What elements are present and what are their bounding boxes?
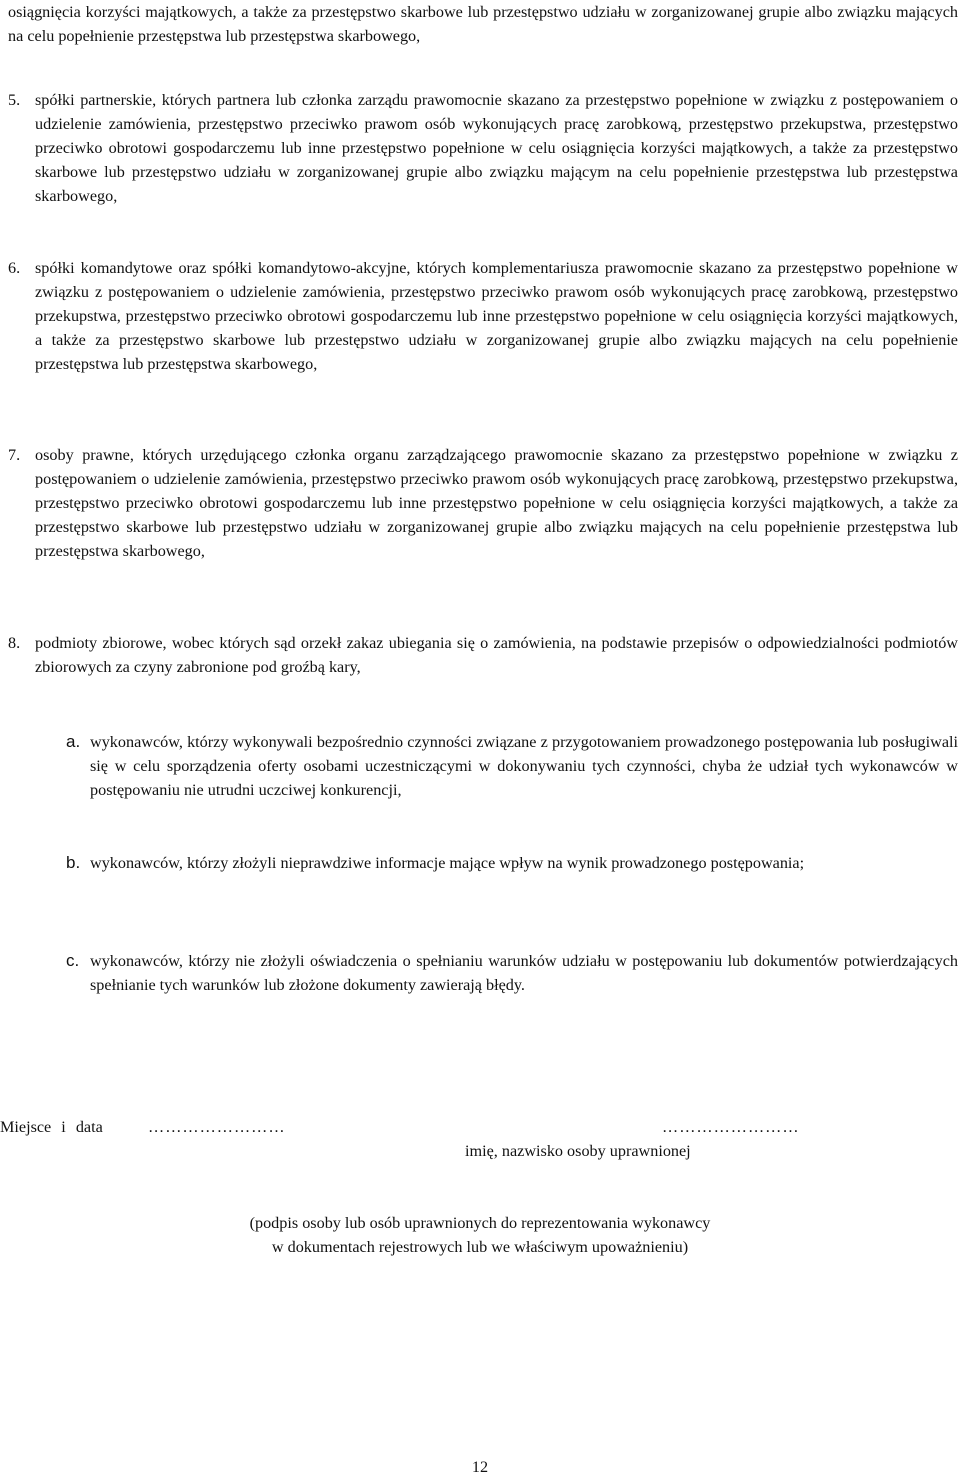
sub-item-letter: a. — [66, 732, 81, 751]
list-item-6 — [8, 256, 958, 376]
list-item-5 — [8, 88, 958, 208]
item-number: 7. — [8, 446, 21, 464]
sub-item-c — [66, 949, 958, 997]
item-text: podmioty zbiorowe, wobec których sąd orzekł zakaz ubiegania się o zamówienia, na podstawie przepisów o odpowiedzialności podmiotów zbiorowych za czyny zabronione pod groźbą kary, — [35, 634, 958, 676]
item-text: spółki partnerskie, których partnera lub członka zarządu prawomocnie skazano za przestępstwo popełnione w związku z postępowaniem o udzielenie zamówienia, przestępstwo przeciwko prawom osób wykonujących pracę zarobkową, przestępstwo przekupstwa, przestępstwo przeciwko obrotowi gospodarczemu lub inne przestępstwo popełnione w celu osiągnięcia korzyści majątkowych, a także za przestępstwo skarbowe lub przestępstwo udziału w zorganizowanej grupie albo związku mającym na celu popełnienie przestępstwa lub przestępstwa skarbowego, — [35, 91, 958, 205]
signature-dots: …………………… — [662, 1118, 800, 1136]
list-item-7 — [8, 443, 958, 563]
sub-item-letter: b. — [66, 853, 81, 872]
page-number: 12 — [471, 1458, 489, 1476]
signature-name-caption: imię, nazwisko osoby uprawnionej — [465, 1142, 691, 1160]
list-item-8 — [8, 631, 958, 679]
sub-item-text: wykonawców, którzy nie złożyli oświadczenia o spełnianiu warunków udziału w postępowaniu lub dokumentów potwierdzających spełnianie tych warunków lub złożone dokumenty zawierają błędy. — [90, 952, 958, 994]
sub-item-text: wykonawców, którzy złożyli nieprawdziwe informacje mające wpływ na wynik prowadzonego postępowania; — [90, 854, 805, 872]
place-date-dots: …………………… — [148, 1118, 286, 1136]
item-text: spółki komandytowe oraz spółki komandytowo-akcyjne, których komplementariusza prawomocnie skazano za przestępstwo popełnione w związku z postępowaniem o udzielenie zamówienia, przestępstwo przeciwko prawom osób wykonujących pracę zarobkową, przestępstwo przekupstwa, przestępstwo przeciwko obrotowi gospodarczemu lub inne przestępstwo popełnione w celu osiągnięcia korzyści majątkowych, a także za przestępstwo skarbowe lub przestępstwo udziału w zorganizowanej grupie albo związku mających na celu popełnienie przestępstwa lub przestępstwa skarbowego, — [35, 259, 958, 373]
sub-item-a — [66, 730, 958, 802]
item-number: 8. — [8, 634, 21, 652]
signature-note-line-2: w dokumentach rejestrowych lub we właściwym upoważnieniu) — [271, 1238, 689, 1256]
place-date-label: Miejsce i data — [0, 1118, 103, 1136]
item-number: 6. — [8, 259, 21, 277]
item-text: osoby prawne, których urzędującego członka organu zarządzającego prawomocnie skazano za przestępstwo popełnione w związku z postępowaniem o udzielenie zamówienia, przestępstwo przeciwko prawom osób wykonujących pracę zarobkową, przestępstwo przekupstwa, przestępstwo przeciwko obrotowi gospodarczemu lub inne przestępstwo popełnione w celu osiągnięcia korzyści majątkowych, a także za przestępstwo skarbowe lub przestępstwo udziału w zorganizowanej grupie albo związku mających na celu popełnienie przestępstwa lub przestępstwa skarbowego, — [35, 446, 958, 560]
signature-note — [190, 1211, 770, 1259]
signature-note-line-1: (podpis osoby lub osób uprawnionych do reprezentowania wykonawcy — [249, 1214, 711, 1232]
sub-item-text: wykonawców, którzy wykonywali bezpośrednio czynności związane z przygotowaniem prowadzonego postępowania lub posługiwali się w celu sporządzenia oferty osobami uczestniczącymi w dokonywaniu tych czynności, chyba że udział tych wykonawców w postępowaniu nie utrudni uczciwej konkurencji, — [90, 733, 958, 799]
item-number: 5. — [8, 91, 21, 109]
sub-item-letter: c. — [66, 951, 80, 970]
continuation-paragraph: osiągnięcia korzyści majątkowych, a także za przestępstwo skarbowe lub przestępstwo udziału w zorganizowanej grupie albo związku mających na celu popełnienie przestępstwa lub przestępstwa skarbowego, — [8, 3, 958, 45]
sub-item-b — [66, 851, 958, 875]
